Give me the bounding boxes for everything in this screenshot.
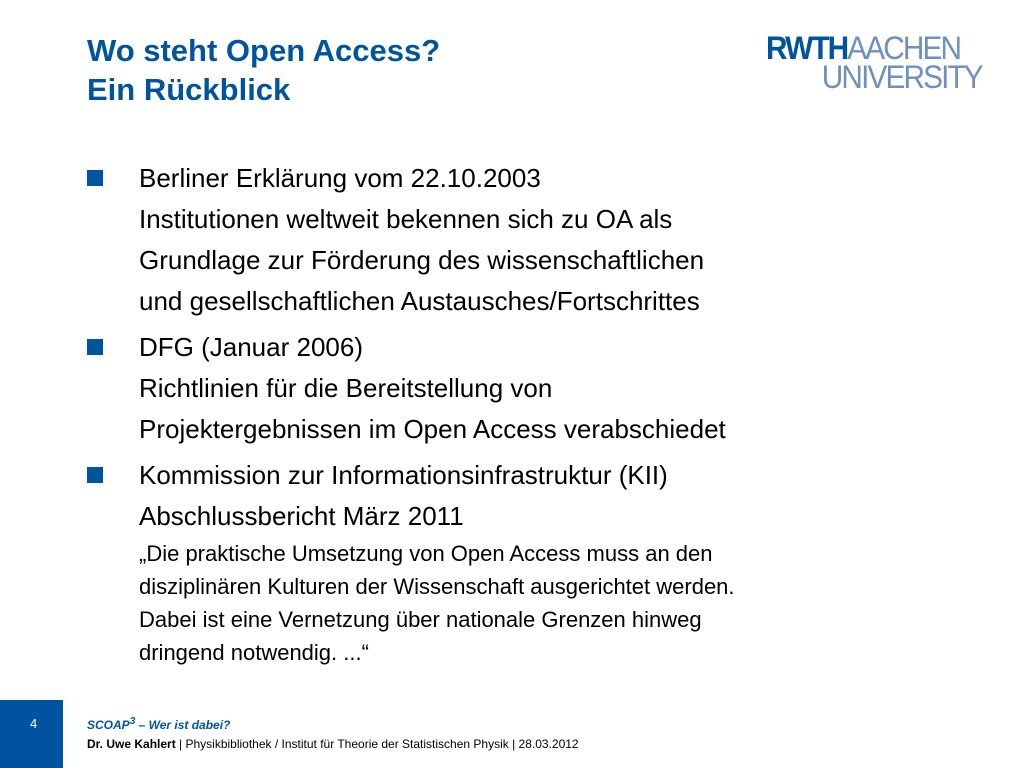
bullet-text: Projektergebnissen im Open Access verabschiedet <box>139 414 726 444</box>
page-number: 4 <box>30 716 38 731</box>
footer-title-suffix: – Wer ist dabei? <box>135 718 231 732</box>
bullet-square-icon <box>87 170 103 186</box>
footer-page-box <box>0 700 63 768</box>
quote-line: „Die praktische Umsetzung von Open Access muss an den <box>139 541 713 566</box>
bullet-text: Richtlinien für die Bereitstellung von <box>139 373 553 403</box>
footer-author: Dr. Uwe Kahlert <box>87 737 176 751</box>
footer-title-prefix: SCOAP <box>87 718 130 732</box>
bullet-text: Abschlussbericht März 2011 <box>139 501 464 531</box>
bullet-square-icon <box>87 339 103 355</box>
logo-rwth: RWTH <box>766 30 848 66</box>
bullet-square-icon <box>87 467 103 483</box>
bullet-heading: Berliner Erklärung vom 22.10.2003 <box>139 163 541 193</box>
footer-title <box>87 712 579 735</box>
logo-university: UNIVERSITY <box>821 59 982 95</box>
bullet-heading: Kommission zur Informationsinfrastruktur (KII) <box>139 460 668 490</box>
bullet-heading: DFG (Januar 2006) <box>139 332 363 362</box>
quote-line: disziplinären Kulturen der Wissenschaft ausgerichtet werden. <box>139 574 735 599</box>
rwth-logo <box>766 30 982 95</box>
quote-line: Dabei ist eine Vernetzung über nationale Grenzen hinweg <box>139 607 702 632</box>
bullet-list <box>87 158 987 674</box>
footer <box>87 712 579 754</box>
bullet-item <box>87 327 987 450</box>
quote-line: dringend notwendig. ...“ <box>139 640 369 665</box>
bullet-item <box>87 455 987 669</box>
bullet-item <box>87 158 987 322</box>
quote-block <box>139 537 987 669</box>
slide-title <box>87 31 440 109</box>
bullet-text: und gesellschaftlichen Austausches/Fortschrittes <box>139 286 700 316</box>
logo-aachen: AACHEN <box>847 30 961 66</box>
bullet-text: Grundlage zur Förderung des wissenschaftlichen <box>139 245 705 275</box>
footer-details: | Physikbibliothek / Institut für Theorie der Statistischen Physik | 28.03.2012 <box>175 737 579 751</box>
title-line-2: Ein Rückblick <box>87 72 291 107</box>
bullet-text: Institutionen weltweit bekennen sich zu OA als <box>139 204 673 234</box>
footer-info <box>87 735 579 754</box>
footer-title-sup: 3 <box>129 716 136 727</box>
title-line-1: Wo steht Open Access? <box>87 33 441 68</box>
